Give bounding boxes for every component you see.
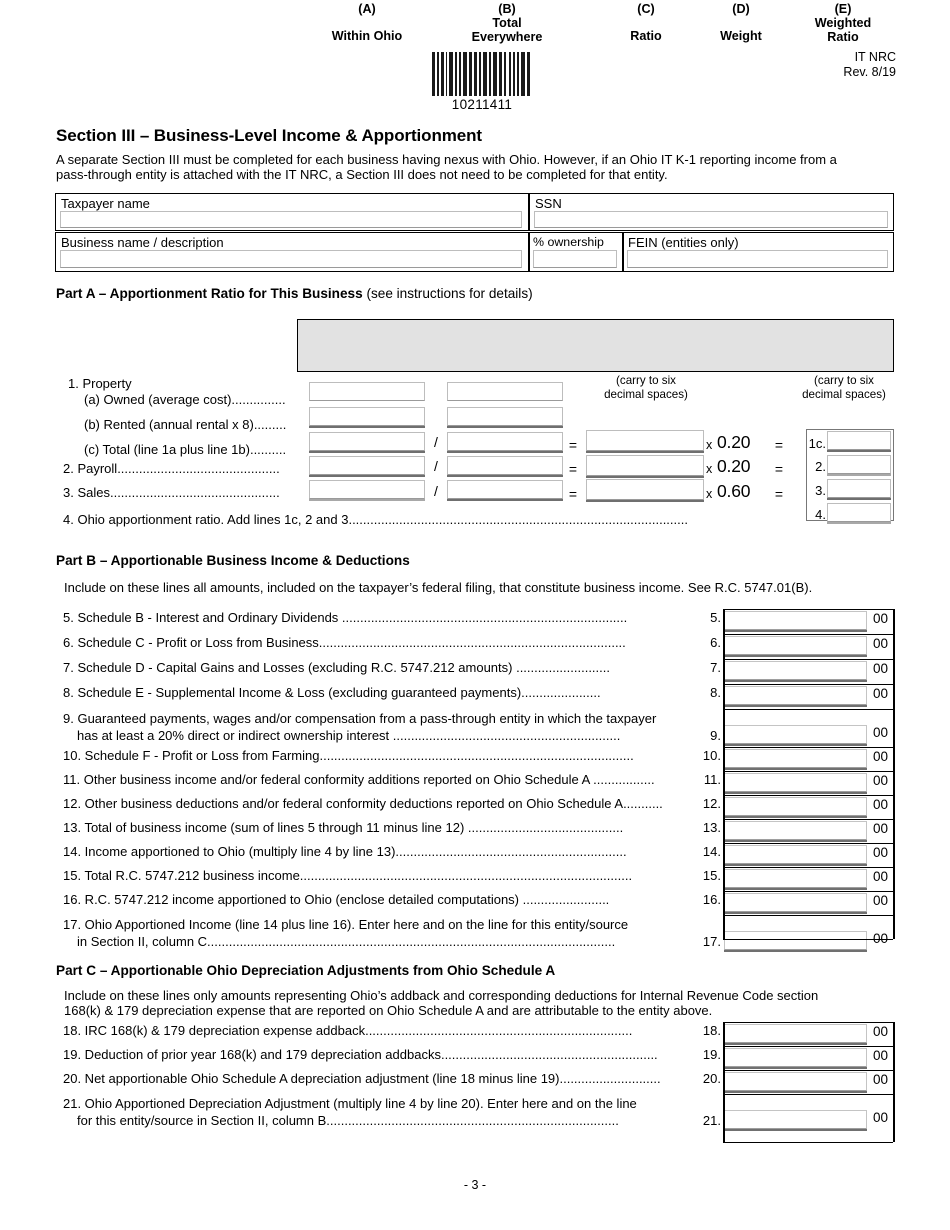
line-number: 6.: [710, 635, 721, 650]
weighted-ratio-number-3: 3.: [815, 483, 826, 498]
column-d-line3: Weight: [720, 28, 762, 43]
cents-label: 00: [873, 1110, 889, 1125]
property-total-everywhere-input[interactable]: [447, 432, 563, 451]
row-label-property-total: (c) Total (line 1a plus line 1b)..........: [84, 442, 287, 457]
money-row-separator: [723, 659, 894, 660]
line-label: 16. R.C. 5747.212 income apportioned to Ohio (enclose detailed computations) ........................: [63, 892, 610, 907]
sales-total-everywhere-input[interactable]: [447, 480, 563, 499]
amount-input-line-17[interactable]: [724, 931, 867, 950]
money-row-separator: [723, 1070, 894, 1071]
cents-label: 00: [873, 1024, 889, 1039]
column-c-line3: Ratio: [630, 28, 662, 43]
line-number: 19.: [702, 1047, 721, 1062]
cents-label: 00: [873, 1072, 889, 1087]
identity-divider-3: [622, 232, 624, 272]
column-header-b: [437, 3, 577, 43]
amount-input-line-16[interactable]: [724, 893, 867, 912]
line-number: 15.: [702, 868, 721, 883]
form-revision: Rev. 8/19: [843, 65, 896, 79]
amount-input-line-20[interactable]: [724, 1072, 867, 1091]
identity-divider-1: [528, 193, 530, 231]
divide-operator-sales: /: [434, 483, 438, 499]
times-operator-property: x: [706, 438, 713, 452]
rented-total-everywhere-input[interactable]: [447, 407, 563, 426]
money-row-separator: [723, 891, 894, 892]
line-number: 12.: [702, 796, 721, 811]
column-e-line3: Ratio: [827, 29, 859, 44]
weighted-ratio-number-4: 4.: [815, 507, 826, 522]
line-label: 12. Other business deductions and/or federal conformity deductions reported on Ohio Schedule A...........: [63, 796, 663, 811]
column-e-line2: Weighted: [814, 15, 872, 30]
column-header-c: [597, 3, 695, 43]
business-name-label: Business name / description: [61, 235, 224, 250]
line-label: 14. Income apportioned to Ohio (multiply line 4 by line 13)................................................................: [63, 844, 627, 859]
fein-label: FEIN (entities only): [628, 235, 739, 250]
cents-label: 00: [873, 611, 889, 626]
money-row-separator: [723, 747, 894, 748]
money-row-separator: [723, 867, 894, 868]
money-column-bottom-rule: [723, 939, 893, 940]
fein-input[interactable]: [627, 250, 888, 268]
payroll-ratio-input[interactable]: [586, 455, 704, 476]
amount-input-line-7[interactable]: [724, 661, 867, 680]
equals-operator-payroll-weighted: =: [774, 461, 784, 477]
money-row-separator: [723, 1094, 894, 1095]
row-label-payroll: 2. Payroll.............................................: [63, 461, 280, 476]
divide-operator-property: /: [434, 434, 438, 450]
owned-total-everywhere-input[interactable]: [447, 382, 563, 401]
money-row-separator: [723, 795, 894, 796]
weighted-ratio-number-1c: 1c.: [808, 436, 826, 451]
identity-divider-2: [528, 232, 530, 272]
cents-label: 00: [873, 869, 889, 884]
column-d-letter: (D): [732, 2, 750, 16]
column-a-line3: Within Ohio: [331, 28, 403, 43]
amount-input-line-5[interactable]: [724, 611, 867, 630]
property-total-within-ohio-input[interactable]: [309, 432, 425, 451]
line-number: 14.: [702, 844, 721, 859]
amount-input-line-8[interactable]: [724, 686, 867, 705]
part-b-title: Part B – Apportionable Business Income & Deductions: [56, 553, 410, 568]
column-e-letter: (E): [834, 2, 852, 16]
property-ratio-input[interactable]: [586, 430, 704, 451]
cents-label: 00: [873, 1048, 889, 1063]
line-number: 7.: [710, 660, 721, 675]
line-label: 20. Net apportionable Ohio Schedule A depreciation adjustment (line 18 minus line 19)............................: [63, 1071, 661, 1086]
line-number: 10.: [702, 748, 721, 763]
equals-operator-sales-weighted: =: [774, 486, 784, 502]
sales-within-ohio-input[interactable]: [309, 480, 425, 499]
line-label-continued: has at least a 20% direct or indirect ownership interest ...............................................................: [77, 728, 621, 743]
section-intro-line-1: A separate Section III must be completed for each business having nexus with Ohio. However, if an Ohio IT K-1 reporting income from a: [56, 152, 837, 167]
section-intro-line-2: pass-through entity is attached with the IT NRC, a Section III does not need to be completed for that entity.: [56, 167, 668, 182]
taxpayer-name-label: Taxpayer name: [61, 196, 150, 211]
column-header-a: [297, 3, 437, 43]
form-identifier: [843, 50, 896, 80]
line-label-continued: for this entity/source in Section II, column B.................................................................................: [77, 1113, 619, 1128]
line-number: 9.: [710, 728, 721, 743]
cents-label: 00: [873, 636, 889, 651]
line-label: 10. Schedule F - Profit or Loss from Farming.......................................................................................: [63, 748, 634, 763]
column-header-d: [695, 3, 787, 43]
page-footer: - 3 -: [463, 1178, 487, 1192]
column-b-line3: Everywhere: [471, 29, 543, 44]
cents-label: 00: [873, 821, 889, 836]
carry-note-e-line2: decimal spaces): [802, 387, 886, 401]
times-operator-sales: x: [706, 487, 713, 501]
weighted-ratio-number-2: 2.: [815, 459, 826, 474]
part-a-title-note: (see instructions for details): [366, 286, 533, 301]
cents-label: 00: [873, 686, 889, 701]
money-row-separator: [723, 1046, 894, 1047]
part-b-intro: Include on these lines all amounts, included on the taxpayer’s federal filing, that constitute business income. See R.C. 5747.01(B).: [64, 580, 813, 595]
line-label-continued: in Section II, column C.................................................................................................................: [77, 934, 616, 949]
money-row-separator: [723, 819, 894, 820]
money-row-separator: [723, 634, 894, 635]
line-number: 18.: [702, 1023, 721, 1038]
taxpayer-name-input[interactable]: [60, 211, 522, 228]
line-label: 8. Schedule E - Supplemental Income & Loss (excluding guaranteed payments)......................: [63, 685, 601, 700]
amount-input-line-21[interactable]: [724, 1110, 867, 1129]
line-number: 16.: [702, 892, 721, 907]
times-operator-payroll: x: [706, 462, 713, 476]
line-label: 11. Other business income and/or federal conformity additions reported on Ohio Schedule A .................: [63, 772, 655, 787]
cents-label: 00: [873, 749, 889, 764]
barcode-block: [396, 52, 568, 112]
line-number: 8.: [710, 685, 721, 700]
payroll-total-everywhere-input[interactable]: [447, 456, 563, 475]
line-label: 13. Total of business income (sum of lines 5 through 11 minus line 12) ...........................................: [63, 820, 624, 835]
line-label: 21. Ohio Apportioned Depreciation Adjustment (multiply line 4 by line 20). Enter here and on the line: [63, 1096, 637, 1111]
carry-note-column-c: [597, 374, 695, 401]
sales-ratio-input[interactable]: [586, 479, 704, 500]
weight-property: 0.20: [717, 432, 751, 452]
cents-label: 00: [873, 661, 889, 676]
divide-operator-payroll: /: [434, 458, 438, 474]
line-label: 15. Total R.C. 5747.212 business income............................................................................................: [63, 868, 633, 883]
owned-within-ohio-input[interactable]: [309, 382, 425, 401]
money-row-separator: [723, 771, 894, 772]
cents-label: 00: [873, 797, 889, 812]
property-weighted-ratio-input[interactable]: [827, 431, 891, 450]
part-c-title: Part C – Apportionable Ohio Depreciation Adjustments from Ohio Schedule A: [56, 963, 556, 978]
line-number: 20.: [702, 1071, 721, 1086]
part-a-title: [56, 286, 533, 301]
payroll-weighted-ratio-input[interactable]: [827, 455, 891, 474]
carry-note-c-line2: decimal spaces): [604, 387, 688, 401]
amount-input-line-19[interactable]: [724, 1048, 867, 1067]
equals-operator-payroll-ratio: =: [568, 461, 578, 477]
line-label: 18. IRC 168(k) & 179 depreciation expense addback..........................................................................: [63, 1023, 633, 1038]
sales-weighted-ratio-input[interactable]: [827, 479, 891, 498]
cents-label: 00: [873, 893, 889, 908]
part-a-column-header: [297, 319, 894, 372]
cents-label: 00: [873, 725, 889, 740]
amount-input-line-13[interactable]: [724, 821, 867, 840]
cents-label: 00: [873, 773, 889, 788]
weight-payroll: 0.20: [717, 456, 751, 476]
money-column-left-rule: [723, 1022, 725, 1142]
line-label: 5. Schedule B - Interest and Ordinary Dividends ...............................................................................: [63, 610, 628, 625]
ownership-percent-label: % ownership: [533, 235, 604, 249]
part-a-title-text: Part A – Apportionment Ratio for This Business: [56, 286, 363, 301]
equals-operator-property-weighted: =: [774, 437, 784, 453]
amount-input-line-10[interactable]: [724, 749, 867, 768]
barcode-image: [396, 52, 568, 96]
amount-input-line-14[interactable]: [724, 845, 867, 864]
line-label: 19. Deduction of prior year 168(k) and 179 depreciation addbacks............................................................: [63, 1047, 658, 1062]
section-title: Section III – Business-Level Income & Apportionment: [56, 126, 482, 145]
column-c-letter: (C): [637, 2, 655, 16]
line-label: 17. Ohio Apportioned Income (line 14 plus line 16). Enter here and on the line for this entity/source: [63, 917, 629, 932]
carry-note-e-line1: (carry to six: [814, 374, 874, 387]
amount-input-line-18[interactable]: [724, 1024, 867, 1043]
money-row-separator: [723, 1022, 894, 1023]
money-row-separator: [723, 609, 894, 610]
money-column-right-rule: [893, 1022, 895, 1142]
amount-input-line-11[interactable]: [724, 773, 867, 792]
money-row-separator: [723, 915, 894, 916]
ownership-percent-input[interactable]: [533, 250, 617, 268]
rented-within-ohio-input[interactable]: [309, 407, 425, 426]
amount-input-line-9[interactable]: [724, 725, 867, 744]
cents-label: 00: [873, 931, 889, 946]
business-name-input[interactable]: [60, 250, 522, 268]
part-c-intro-line-2: 168(k) & 179 depreciation expense that are reported on Ohio Schedule A and are attributable to the entity above.: [64, 1003, 713, 1018]
row-label-owned: (a) Owned (average cost)...............: [84, 392, 286, 407]
row-label-rented: (b) Rented (annual rental x 8).........: [84, 417, 287, 432]
column-a-letter: (A): [358, 2, 376, 16]
amount-input-line-6[interactable]: [724, 636, 867, 655]
row-label-property: 1. Property: [68, 376, 132, 391]
barcode-number: 10211411: [451, 97, 513, 112]
line-number: 13.: [702, 820, 721, 835]
weight-sales: 0.60: [717, 481, 751, 501]
line-number: 11.: [703, 772, 721, 787]
row-label-sales: 3. Sales...............................................: [63, 485, 280, 500]
line-number: 5.: [710, 610, 721, 625]
ssn-label: SSN: [535, 196, 562, 211]
equals-operator-sales-ratio: =: [568, 486, 578, 502]
amount-input-line-15[interactable]: [724, 869, 867, 888]
line-label: 6. Schedule C - Profit or Loss from Business.....................................................................................: [63, 635, 626, 650]
column-b-line2: Total: [492, 15, 522, 30]
money-column-right-rule: [893, 609, 895, 939]
line-number: 21.: [702, 1113, 721, 1128]
ohio-apportionment-ratio-input[interactable]: [827, 503, 891, 522]
line-number: 17.: [702, 934, 721, 949]
column-b-letter: (B): [498, 2, 516, 16]
carry-note-column-e: [794, 374, 894, 401]
money-row-separator: [723, 843, 894, 844]
carry-note-c-line1: (carry to six: [616, 374, 676, 387]
cents-label: 00: [873, 845, 889, 860]
amount-input-line-12[interactable]: [724, 797, 867, 816]
money-row-separator: [723, 684, 894, 685]
money-column-bottom-rule: [723, 1142, 893, 1143]
column-header-e: [794, 3, 892, 43]
row-label-ohio-apportionment-ratio: 4. Ohio apportionment ratio. Add lines 1c, 2 and 3..............................................................................................: [63, 512, 688, 527]
form-id-code: IT NRC: [854, 50, 896, 64]
line-label: 7. Schedule D - Capital Gains and Losses (excluding R.C. 5747.212 amounts) ..........................: [63, 660, 610, 675]
line-label: 9. Guaranteed payments, wages and/or compensation from a pass-through entity in which the taxpayer: [63, 711, 657, 726]
money-row-separator: [723, 709, 894, 710]
payroll-within-ohio-input[interactable]: [309, 456, 425, 475]
ssn-input[interactable]: [534, 211, 888, 228]
equals-operator-property-ratio: =: [568, 437, 578, 453]
money-column-left-rule: [723, 609, 725, 939]
part-c-intro-line-1: Include on these lines only amounts representing Ohio’s addback and corresponding deductions for Internal Revenue Code section: [64, 988, 819, 1003]
